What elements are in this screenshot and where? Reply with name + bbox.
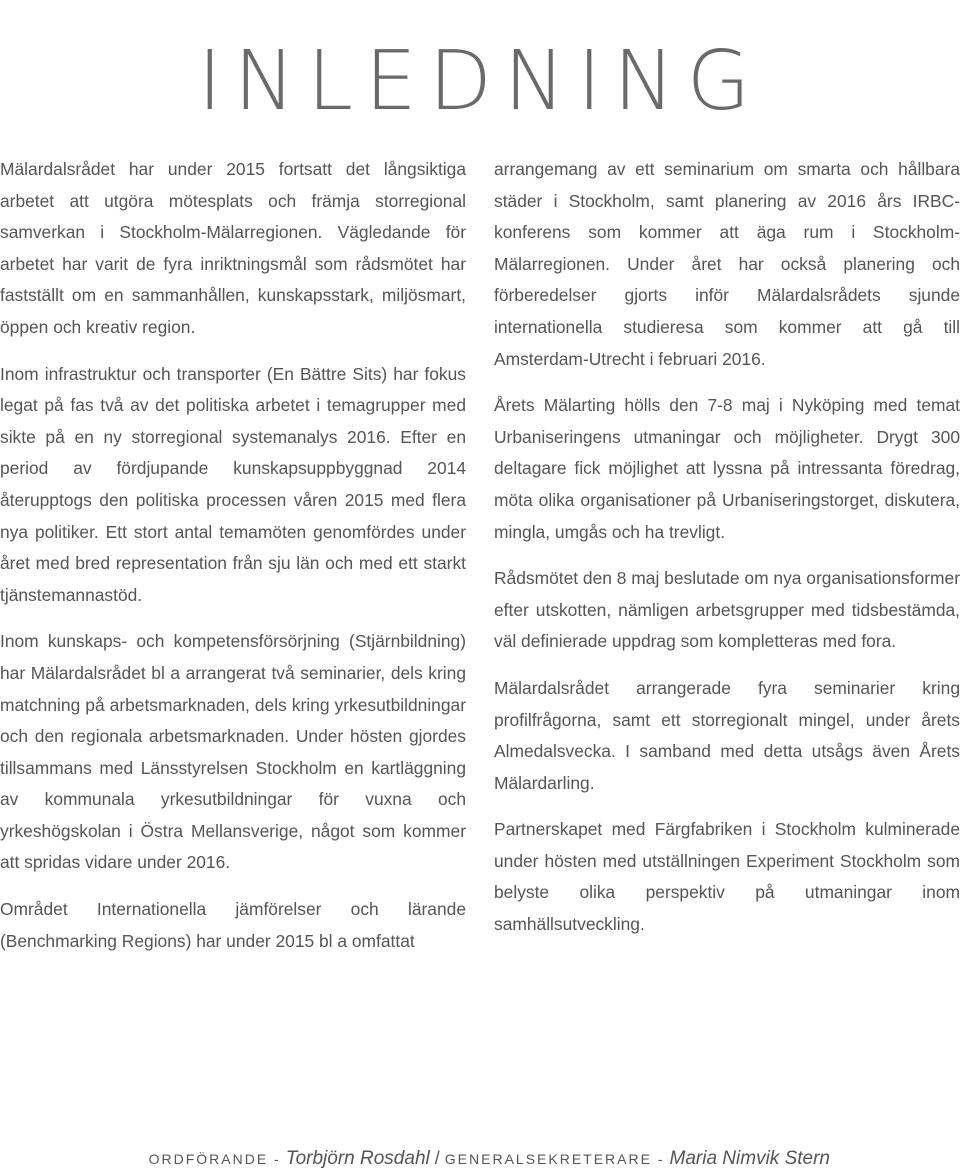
left-column: [0, 154, 466, 972]
paragraph-infrastructure: Inom infrastruktur och transporter (En Bättre Sits) har fokus legat på fas två av det politiska arbetet i temagrupper med sikte på en ny storregional systemanalys 2016. Efter en period av fördjupande kunskapsuppbyggnad 2014 återupptogs den politiska processen våren 2015 med flera nya politiker. Ett stort antal temamöten genomfördes under året med bred representation från sju län och med ett starkt tjänstemannastöd.: [0, 363, 466, 605]
paragraph-fargfabriken: Partnerskapet med Färgfabriken i Stockholm kulminerade under hösten med utställningen Experiment Stockholm som belyste olika perspektiv på utmaningar inom samhällsutveckling.: [494, 819, 960, 935]
paragraph-international-cont: arrangemang av ett seminarium om smarta och hållbara städer i Stockholm, samt planering av 2016 års IRBC-konferens som kommer att äga rum i Stockholm-Mälarregionen. Under året har också planering och förberedelser gjorts inför Mälardalsrådets sjunde internationella studieresa som kommer att gå till Amsterdam-Utrecht i februari 2016.: [494, 159, 960, 369]
paragraph-competence: Inom kunskaps- och kompetensförsörjning (Stjärnbildning) har Mälardalsrådet bl a arrangerat två seminarier, dels kring matchning på arbetsmarknaden, dels kring yrkesutbildningar och den regionala arbetsmarknaden. Under hösten gjordes tillsammans med Länsstyrelsen Stockholm en kartläggning av kommunala yrkesutbildningar för vuxna och yrkeshögskolan i Östra Mellansverige, något som kommer att spridas vidare under 2016.: [0, 631, 466, 873]
chair-role: ORDFÖRANDE -: [148, 1151, 281, 1167]
signature-footer: [149, 1148, 830, 1170]
page-title: INLEDNING: [197, 33, 763, 129]
paragraph-intro: Mälardalsrådet har under 2015 fortsatt det långsiktiga arbetet att utgöra mötesplats och främja storregional samverkan i Stockholm-Mälarregionen. Vägledande för arbetet har varit de fyra inriktningsmål som rådsmötet har fastställt om en sammanhållen, kunskapsstark, miljösmart, öppen och kreativ region.: [0, 159, 466, 337]
chair-name: Torbjörn Rosdahl: [285, 1148, 430, 1169]
secretary-role: GENERALSEKRETERARE -: [444, 1151, 665, 1167]
secretary-name: Maria Nimvik Stern: [669, 1148, 830, 1169]
paragraph-almedalen: Mälardalsrådet arrangerade fyra seminarier kring profilfrågorna, samt ett storregionalt mingel, under årets Almedalsvecka. I samband med detta utsågs även Årets Mälardarling.: [494, 677, 960, 793]
paragraph-international: Området Internationella jämförelser och lärande (Benchmarking Regions) har under 2015 bl a omfattat: [0, 899, 466, 951]
footer-separator: /: [434, 1148, 440, 1168]
paragraph-malarting: Årets Mälarting hölls den 7-8 maj i Nyköping med temat Urbaniseringens utmaningar och möjligheter. Drygt 300 deltagare fick möjlighet att lyssna på intressanta föredrag, möta olika organisationer på Urbaniseringstorget, diskutera, mingla, umgås och ha trevligt.: [494, 395, 960, 542]
paragraph-radsmote: Rådsmötet den 8 maj beslutade om nya organisationsformer efter utskotten, nämligen arbetsgrupper med tidsbestämda, väl definierade uppdrag som kompletteras med fora.: [494, 568, 960, 652]
right-column: [494, 154, 960, 956]
